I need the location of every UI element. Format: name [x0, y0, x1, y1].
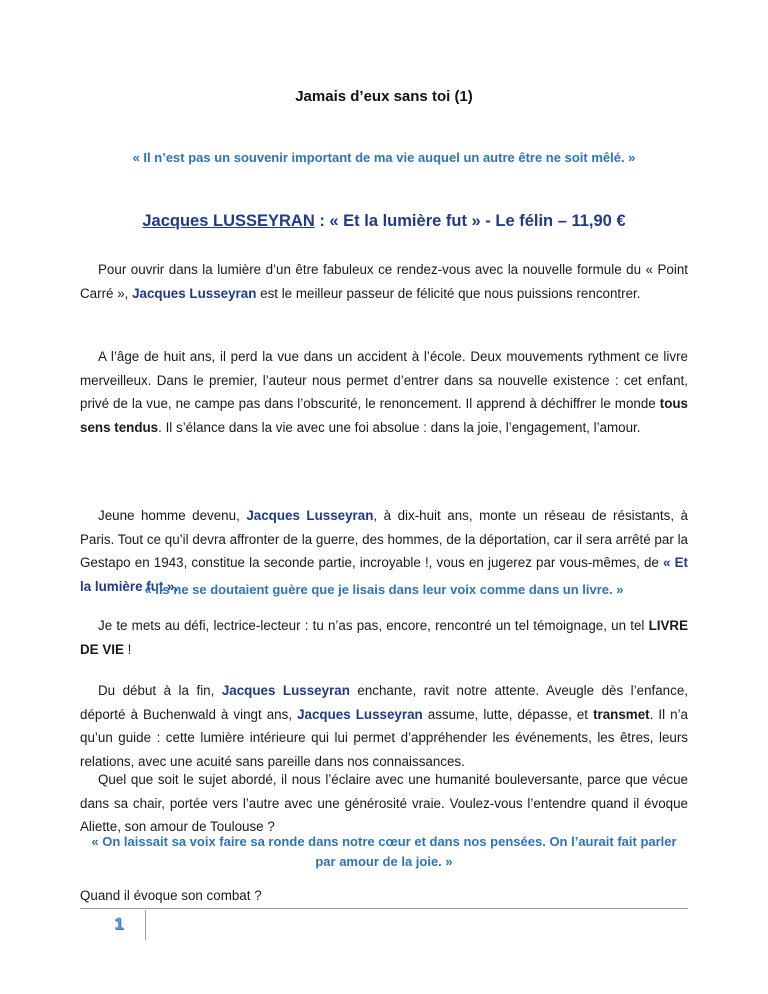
paragraph-1: [80, 258, 688, 305]
p1-text-b: est le meilleur passeur de félicité que nous puissions rencontrer.: [256, 285, 641, 301]
p2-text-a: A l’âge de huit ans, il perd la vue dans un accident à l’école. Deux mouvements rythment ce livre merveilleux. Dans le premier, l’auteur nous permet d’entrer dans sa nouvelle existence : cet enfant, privé de la vue, ne campe pas dans l’obscurité, le renoncement. Il apprend à déchiffrer le monde: [80, 349, 688, 411]
book-title-ref: « Et la lumière fut ».: [80, 555, 688, 594]
paragraph-5: [80, 679, 688, 773]
book-heading: [0, 212, 768, 231]
p3-text-b: , à dix-huit ans, monte un réseau de résistants, à Paris. Tout ce qu’il devra affronter de la guerre, des hommes, de la déportation, car il sera arrêté par la Gestapo en 1943, constitue la seconde partie, incroyable !, vous en jugerez par vous-mêmes, de: [80, 508, 689, 570]
p3-text-a: Jeune homme devenu,: [98, 508, 247, 523]
author-name: Jacques Lusseyran: [297, 706, 423, 722]
p5-text-c: assume, lutte, dépasse, et: [422, 706, 594, 722]
page-number: 1: [114, 914, 124, 933]
paragraph-7: [80, 884, 688, 908]
p4-bold: LIVRE DE VIE: [80, 618, 688, 657]
p4-text-b: !: [123, 641, 132, 657]
paragraph-4: [80, 614, 688, 661]
p6-text: Quel que soit le sujet abordé, il nous l’éclaire avec une humanité bouleversante, parce que vécue dans sa chair, portée vers l’autre avec une générosité vraie. Voulez-vous l’entendre quand il évoque Aliette, son amour de Toulouse ?: [80, 772, 688, 834]
p5-bold: transmet: [593, 706, 650, 722]
p5-text-b: enchante, ravit notre attente. Aveugle dès l’enfance, déporté à Buchenwald à vingt ans,: [80, 683, 688, 722]
paragraph-6: [80, 768, 688, 839]
document-title: Jamais d’eux sans toi (1): [295, 88, 473, 105]
p2-bold: tous sens tendus: [80, 396, 688, 435]
author-name: Jacques Lusseyran: [246, 508, 374, 523]
p1-text-a: Pour ouvrir dans la lumière d’un être fabuleux ce rendez-vous avec la nouvelle formule du « Point Carré »,: [80, 262, 688, 301]
book-title-price: : « Et la lumière fut » - Le félin – 11,90 €: [314, 212, 626, 230]
p7-text: Quand il évoque son combat ?: [80, 888, 262, 903]
p2-text-b: . Il s’élance dans la vie avec une foi absolue : dans la joie, l’engagement, l’amour.: [158, 419, 641, 435]
quote-2: « Ils ne se doutaient guère que je lisais dans leur voix comme dans un livre. »: [144, 582, 624, 597]
author-name: Jacques Lusseyran: [221, 683, 350, 698]
p5-text-d: . Il n’a qu’un guide : cette lumière intérieure qui lui permet d’appréhender les événements, les êtres, leurs relations, avec une acuité sans pareille dans nos connaissances.: [80, 706, 688, 769]
p5-text-a: Du début à la fin,: [98, 683, 222, 698]
epigraph-quote: « Il n’est pas un souvenir important de ma vie auquel un autre être ne soit mêlé. »: [132, 150, 636, 165]
paragraph-2: [80, 345, 688, 439]
footer-rule: [80, 908, 688, 909]
p4-text-a: Je te mets au défi, lectrice-lecteur : tu n’as pas, encore, rencontré un tel témoignage, un tel: [98, 618, 649, 633]
quote-3: « On laissait sa voix faire sa ronde dans notre cœur et dans nos pensées. On l’aurait fait parler par amour de la joie. »: [91, 834, 677, 869]
author-name: Jacques Lusseyran: [132, 285, 257, 301]
footer-divider: [145, 910, 146, 940]
book-author: Jacques LUSSEYRAN: [142, 212, 315, 230]
